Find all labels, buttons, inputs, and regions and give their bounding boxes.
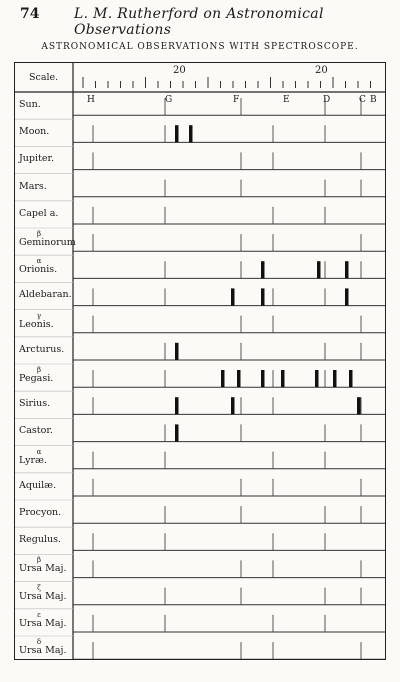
spectra-plate (14, 62, 386, 660)
spectrum-row-label (19, 448, 59, 466)
star-name: Procyon. (19, 507, 62, 518)
greek-letter-prefix: β (36, 366, 42, 374)
absorption-band (357, 397, 361, 414)
greek-letter-prefix: α (36, 257, 42, 266)
greek-letter-prefix: β (36, 230, 42, 238)
spectrum-row-label (19, 366, 59, 384)
absorption-band (261, 261, 265, 278)
spectrum-row-label (19, 508, 61, 518)
absorption-band (231, 288, 235, 305)
page-number: 74 (20, 6, 40, 22)
spectrum-row-label (19, 535, 61, 545)
fraunhofer-letter: H (87, 95, 95, 105)
star-name: Ursa Maj. (19, 617, 67, 629)
absorption-band (345, 288, 349, 305)
spectrum-row-label (19, 182, 47, 192)
scale-number: 20 (173, 65, 186, 76)
spectrum-row-label (19, 127, 49, 137)
absorption-band (189, 125, 193, 142)
spectrum-row-label (19, 154, 54, 164)
star-name: Moon. (19, 126, 50, 138)
spectrum-row-label (19, 611, 66, 629)
star-name: Orionis. (19, 264, 58, 276)
greek-letter-prefix: ε (37, 610, 41, 619)
absorption-band (231, 397, 235, 414)
star-name: Sirius. (19, 398, 51, 410)
fraunhofer-letter: B (370, 95, 377, 105)
star-name: Ursa Maj. (19, 590, 67, 602)
greek-letter-prefix: β (36, 556, 42, 565)
spectra-drawing (15, 63, 385, 659)
fraunhofer-letter: C (359, 95, 366, 105)
star-name: Capel a. (19, 207, 59, 219)
fraunhofer-letter: E (283, 95, 290, 105)
spectrum-row-label (19, 312, 59, 330)
absorption-band (261, 288, 265, 305)
star-name: Castor. (19, 425, 53, 437)
spectrum-row-label (19, 481, 56, 491)
star-name: Ursa Maj. (19, 645, 67, 656)
scale-label: Scale. (29, 72, 59, 83)
star-name: Regulus. (19, 534, 62, 546)
star-name: Mars. (19, 180, 47, 192)
star-name: Sun. (19, 99, 41, 110)
absorption-band (175, 424, 179, 441)
star-name: Geminorum (19, 237, 76, 248)
greek-letter-prefix: α (36, 447, 42, 456)
running-title: L. M. Rutherford on Astronomical Observations (74, 6, 324, 38)
greek-letter-prefix: ζ (37, 583, 41, 592)
running-head (14, 6, 386, 38)
spectrum-row-label (19, 345, 64, 355)
spectrum-row-label (19, 426, 53, 436)
absorption-band (261, 370, 265, 387)
absorption-band (221, 370, 225, 387)
fraunhofer-letter: F (233, 95, 240, 105)
absorption-band (315, 370, 319, 387)
star-name: Ursa Maj. (19, 563, 67, 575)
star-name: Aldebaran. (19, 289, 72, 301)
absorption-band (345, 261, 349, 278)
absorption-band (237, 370, 241, 387)
absorption-band (175, 397, 179, 414)
absorption-band (175, 343, 179, 360)
spectrum-row-label (19, 257, 59, 275)
table-caption: ASTRONOMICAL OBSERVATIONS WITH SPECTROSCOPE. (41, 42, 359, 52)
star-name: Leonis. (19, 318, 54, 330)
scale-number: 20 (315, 65, 328, 76)
greek-letter-prefix: δ (36, 638, 42, 646)
spectrum-row-label (19, 638, 66, 656)
absorption-band (333, 370, 337, 387)
greek-letter-prefix: γ (36, 311, 42, 320)
absorption-band (175, 125, 179, 142)
spectrum-row-label (19, 290, 72, 300)
spectrum-row-label (19, 209, 58, 219)
spectrum-row-label (19, 230, 76, 248)
absorption-band (317, 261, 321, 278)
fraunhofer-letter: D (323, 95, 331, 105)
absorption-band (349, 370, 353, 387)
star-name: Lyræ. (19, 454, 47, 466)
spectrum-row-label (19, 100, 41, 110)
spectrum-row-label (19, 584, 66, 602)
star-name: Arcturus. (19, 343, 65, 355)
star-name: Aquilæ. (19, 479, 57, 491)
fraunhofer-letter: G (165, 95, 173, 105)
absorption-band (281, 370, 285, 387)
star-name: Jupiter. (19, 153, 55, 165)
spectrum-row-label (19, 399, 50, 409)
spectrum-row-label (19, 556, 66, 574)
star-name: Pegasi. (19, 373, 54, 384)
